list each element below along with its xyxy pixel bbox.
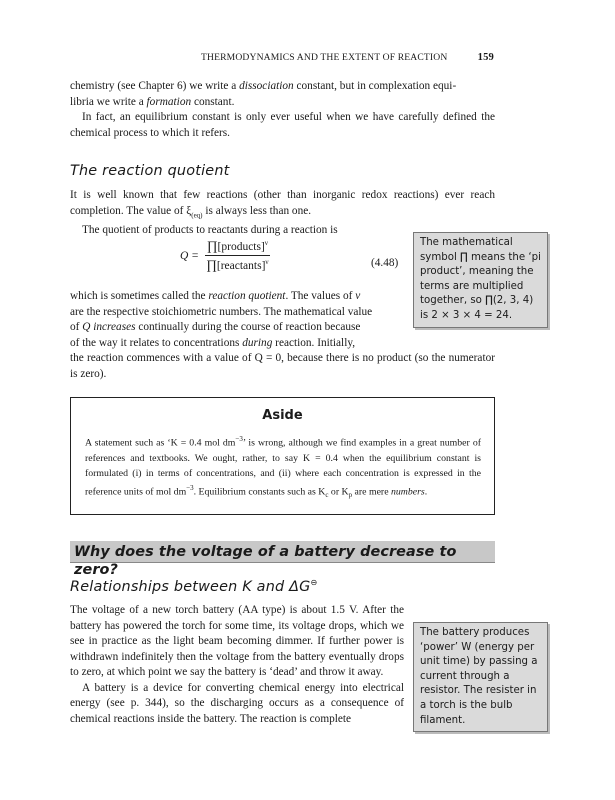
margin-note-pi-product: The mathematical symbol ∏ means the ‘pi product’, meaning the terms are multiplied together, so ∏(2, 3, 4) is 2 × 3 × 4 = 24. [413, 232, 548, 328]
section-heading-reaction-quotient: The reaction quotient [70, 163, 230, 179]
paragraph-quotient: The quotient of products to reactants during a reaction is [82, 224, 338, 237]
aside-title: Aside [262, 408, 303, 423]
subsection-heading-k-delta-g: Relationships between K and ΔG⊖ [70, 578, 318, 595]
equation-number: (4.48) [371, 257, 399, 269]
battery-paragraph-1: The voltage of a new torch battery (AA type) is about 1.5 V. After the battery has powered the torch for some time, its voltage drops, which we see in practice as the light beam becoming dimmer. If further power is withdrawn indefinitely then the voltage from the battery eventually drops to zero, at which point we say the battery is ‘dead’ and throw it away. [70, 604, 404, 678]
battery-text [70, 603, 404, 727]
reaction-quotient-explanation [70, 289, 406, 351]
explanation-line-1: which is sometimes called the reaction quotient. The values of ν [70, 290, 361, 302]
equation-lhs: Q = [180, 249, 199, 262]
section-bar-title: Why does the voltage of a battery decrease to zero? [74, 544, 457, 578]
section-bar-battery [70, 541, 495, 578]
explanation-line-2: are the respective stoichiometric numbers. The mathematical value [70, 305, 373, 318]
margin-note-battery-power: The battery produces ‘power’ W (energy per unit time) by passing a current through a resistor. The resister in a torch is the bulb filament. [413, 622, 548, 732]
explanation-line-5: the reaction commences with a value of Q = 0, because there is no product (so the numerator is zero). [70, 352, 495, 380]
battery-paragraph-2: A battery is a device for converting chemical energy into electrical energy (see p. 344), so the discharging occurs as a consequence of chemical reactions inside the battery. The reaction is complete [70, 681, 404, 725]
equation-denominator: ∏[reactants]$^\nu$ [206, 257, 269, 272]
explanation-line-4: of the way it relates to concentrations during reaction. Initially, [70, 336, 356, 349]
intro-paragraph-2: In fact, an equilibrium constant is only ever useful when we have carefully defined the chemical process to which it refers. [70, 111, 495, 139]
equation-fraction [205, 238, 270, 273]
intro-paragraph-1: chemistry (see Chapter 6) we write a dissociation constant, but in complexation equi- libria we write a formation constant. [70, 80, 457, 108]
equation-numerator: ∏[products]$^\nu$ [205, 238, 270, 256]
running-title: THERMODYNAMICS AND THE EXTENT OF REACTION [201, 52, 448, 63]
aside-text: A statement such as ‘K = 0.4 mol $dm^{-3}$’ is wrong, although we find examples in a great number of references and textbooks. We ought, rather, to say K = 0.4 when the equilibrium constant is formulated (i) in terms of concentrations, and (ii) where each concentration is expressed in the reference units of mol $dm^{-3}$. Equilibrium constants such as $K_c$ or $K_p$ are mere numbers. [85, 435, 481, 500]
running-header [201, 52, 494, 63]
aside-box [70, 397, 495, 515]
paragraph-completion: It is well known that few reactions (other than inorganic redox reactions) ever reach completion. The value of $\xi_{(eq)}$ is always less than one. [70, 189, 495, 219]
page-number: 159 [477, 52, 494, 63]
explanation-line-3: of Q increases continually during the course of reaction because [70, 321, 361, 333]
intro-text [70, 79, 495, 141]
equation-4-48 [180, 238, 270, 273]
